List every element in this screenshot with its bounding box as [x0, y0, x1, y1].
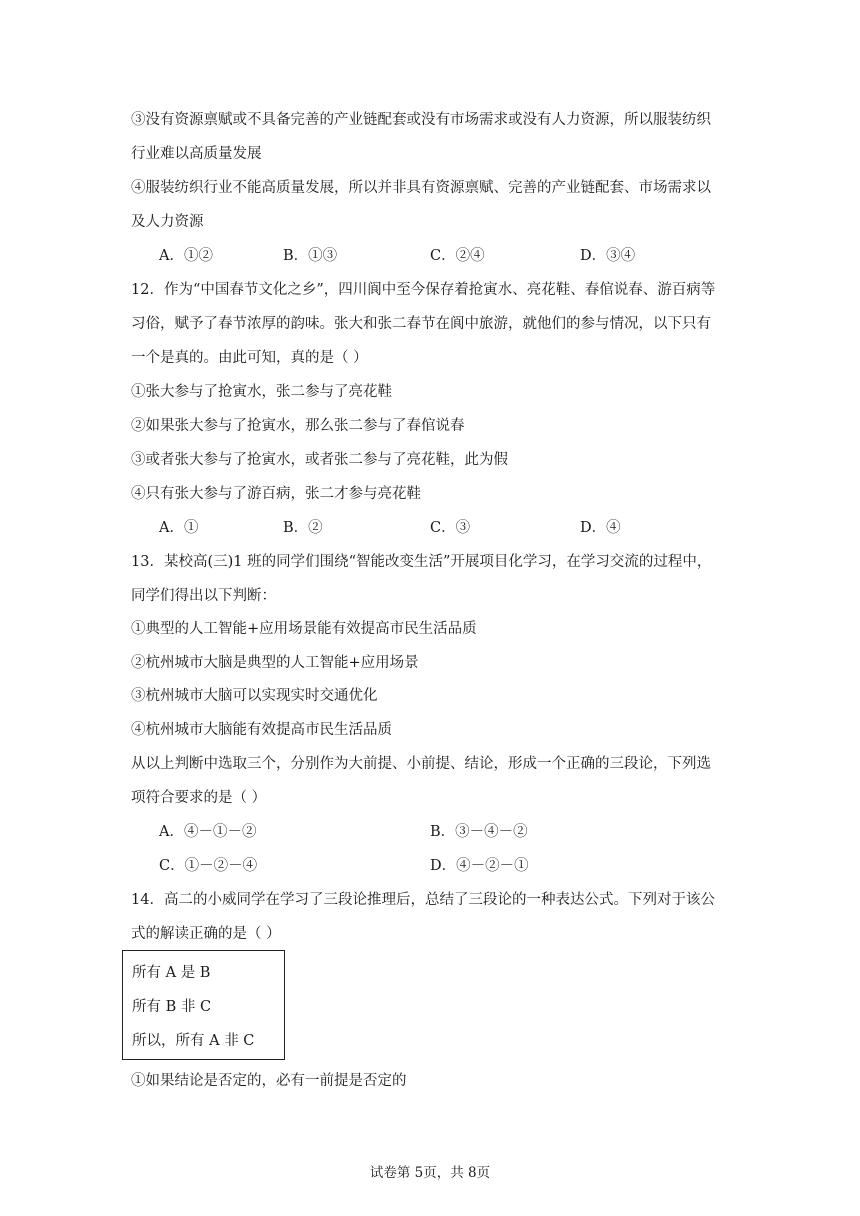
- q11-statement-3-line1: ③没有资源禀赋或不具备完善的产业链配套或没有市场需求或没有人力资源，所以服装纺织: [131, 112, 711, 128]
- q12-option-a[interactable]: A．①: [159, 520, 199, 536]
- q14-formula-line2: 所有 B 非 C: [132, 999, 212, 1015]
- q14-formula-line1: 所有 A 是 B: [132, 965, 211, 981]
- q13-statement-4: ④杭州城市大脑能有效提高市民生活品质: [131, 722, 392, 738]
- q13-option-a[interactable]: A．④－①－②: [159, 824, 257, 840]
- q14-formula-box: [122, 950, 285, 1060]
- q13-statement-2: ②杭州城市大脑是典型的人工智能+应用场景: [131, 655, 419, 671]
- q11-option-b[interactable]: B．①③: [283, 248, 338, 264]
- q11-statement-3-line2: 行业难以高质量发展: [131, 146, 262, 162]
- q11-option-c[interactable]: C．②④: [430, 248, 485, 264]
- q13-stem-line1: 13．某校高(三)1 班的同学们围绕“智能改变生活”开展项目化学习，在学习交流的过程中，: [131, 554, 712, 570]
- q13-statement-1: ①典型的人工智能+应用场景能有效提高市民生活品质: [131, 621, 477, 637]
- q13-option-d[interactable]: D．④－②－①: [430, 858, 529, 874]
- q12-statement-3: ③或者张大参与了抢寅水，或者张二参与了亮花鞋，此为假: [131, 452, 508, 468]
- q12-statement-1: ①张大参与了抢寅水，张二参与了亮花鞋: [131, 384, 392, 400]
- q12-stem-line2: 习俗，赋予了春节浓厚的韵味。张大和张二春节在阆中旅游，就他们的参与情况，以下只有: [131, 316, 711, 332]
- q13-option-b[interactable]: B．③－④－②: [430, 824, 528, 840]
- q11-option-a[interactable]: A．①②: [159, 248, 213, 264]
- q13-stem-line3: 从以上判断中选取三个，分别作为大前提、小前提、结论，形成一个正确的三段论，下列选: [131, 756, 711, 772]
- page-footer: 试卷第 5页，共 8页: [369, 1165, 491, 1181]
- q13-stem-line2: 同学们得出以下判断：: [131, 588, 276, 604]
- q13-statement-3: ③杭州城市大脑可以实现实时交通优化: [131, 688, 378, 704]
- q12-statement-2: ②如果张大参与了抢寅水，那么张二参与了春倌说春: [131, 418, 465, 434]
- q13-option-c[interactable]: C．①－②－④: [159, 858, 258, 874]
- q13-stem-line4: 项符合要求的是（ ）: [131, 790, 267, 806]
- q14-statement-1: ①如果结论是否定的，必有一前提是否定的: [131, 1073, 407, 1089]
- q11-option-d[interactable]: D．③④: [580, 248, 636, 264]
- q11-statement-4-line1: ④服装纺织行业不能高质量发展，所以并非具有资源禀赋、完善的产业链配套、市场需求以: [131, 180, 711, 196]
- q12-statement-4: ④只有张大参与了游百病，张二才参与亮花鞋: [131, 486, 421, 502]
- q14-stem-line1: 14．高二的小威同学在学习了三段论推理后，总结了三段论的一种表达公式。下列对于该公: [131, 892, 715, 908]
- q12-option-b[interactable]: B．②: [283, 520, 323, 536]
- q12-stem-line3: 一个是真的。由此可知，真的是（ ）: [131, 350, 368, 366]
- q14-formula-line3: 所以，所有 A 非 C: [132, 1033, 255, 1049]
- q11-statement-4-line2: 及人力资源: [131, 214, 204, 230]
- q14-stem-line2: 式的解读正确的是（ ）: [131, 926, 281, 942]
- q12-option-d[interactable]: D．④: [580, 520, 621, 536]
- q12-option-c[interactable]: C．③: [430, 520, 471, 536]
- q12-stem-line1: 12．作为“中国春节文化之乡”，四川阆中至今保存着抢寅水、亮花鞋、春倌说春、游百病等: [131, 282, 716, 298]
